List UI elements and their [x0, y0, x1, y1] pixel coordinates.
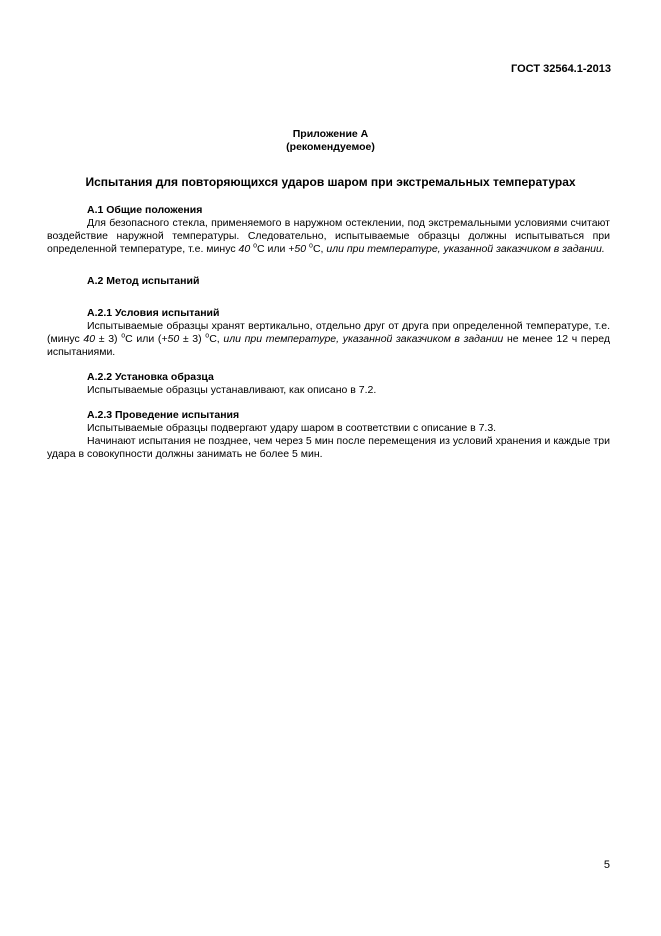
appendix-label: Приложение А [292, 128, 369, 140]
section-a1-heading: А.1 Общие положения [87, 204, 203, 216]
a21-temp-minus: 40 [83, 333, 96, 345]
a1-degree-1: о [253, 242, 258, 250]
document-body [47, 204, 610, 461]
appendix-type: (рекомендуемое) [286, 141, 375, 153]
a21-unit-c: С, [209, 333, 224, 345]
section-a1-paragraph [47, 217, 610, 256]
a1-italic-text: или при температуре, указанной заказчиком в задании. [326, 243, 605, 255]
a1-unit-c: С, [312, 243, 327, 255]
a1-temp-plus: +50 [288, 243, 307, 255]
a1-text: Для безопасного стекла, применяемого в наружном остеклении, под экстремальными условиями считают воздействие наружной температуры. Следовательно, испытываемые образцы должны испытываться при определенной температуре, т.е. минус [47, 217, 610, 255]
a1-unit-or: С или [257, 243, 289, 255]
section-a21-heading: А.2.1 Условия испытаний [87, 307, 220, 319]
standard-code: ГОСТ 32564.1-2013 [511, 63, 611, 75]
section-a22-paragraph: Испытываемые образцы устанавливают, как описано в 7.2. [87, 384, 377, 396]
section-a22-heading: А.2.2 Установка образца [87, 371, 214, 383]
section-a2-heading: А.2 Метод испытаний [87, 275, 200, 287]
a21-italic-text: или при температуре, указанной заказчиком в задании [223, 333, 504, 345]
a1-temp-minus: 40 [238, 243, 251, 255]
a21-temp-plus: +50 [161, 333, 180, 345]
section-a23-paragraph-1: Испытываемые образцы подвергают удару шаром в соответствии с описание в 7.3. [87, 422, 497, 434]
a21-text-end: не менее 12 ч перед испытаниями. [47, 333, 611, 358]
a21-tolerance-2: ± 3) [179, 333, 206, 345]
a21-degree-1: о [121, 332, 126, 340]
section-a23-paragraph-2: Начинают испытания не позднее, чем через 5 мин после перемещения из условий хранения и каждые три удара в совокупности должны занимать не более 5 мин. [47, 435, 610, 460]
appendix-block [0, 128, 661, 154]
a21-unit-or: С или ( [125, 333, 162, 345]
a21-tolerance-1: ± 3) [95, 333, 122, 345]
section-a23-heading: А.2.3 Проведение испытания [87, 409, 240, 421]
section-a21-paragraph [47, 320, 610, 359]
page-number: 5 [603, 859, 610, 871]
a21-degree-2: о [205, 332, 210, 340]
document-title: Испытания для повторяющихся ударов шаром при экстремальных температурах [85, 175, 576, 189]
a21-text: Испытываемые образцы хранят вертикально, отдельно друг от друга при определенной температуре, т.е. (минус [47, 320, 610, 345]
a1-degree-2: о [309, 242, 313, 250]
